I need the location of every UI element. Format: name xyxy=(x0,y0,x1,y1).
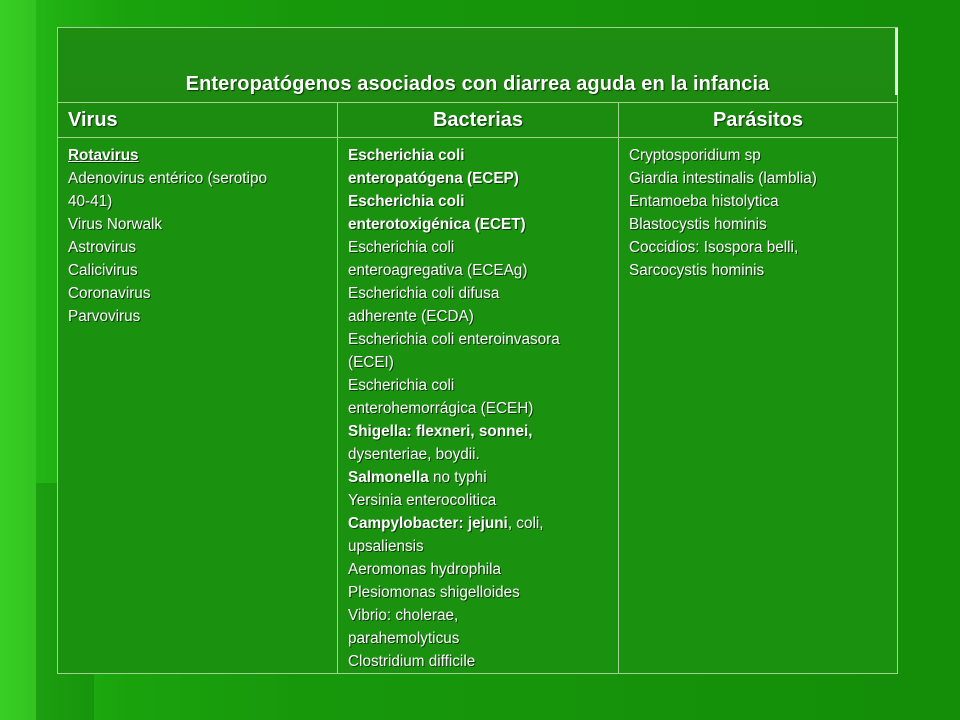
bacterias-cell xyxy=(338,138,619,674)
salmonella-suffix: no typhi xyxy=(428,469,487,486)
list-item: Yersinia enterocolitica xyxy=(348,492,497,509)
virus-cell xyxy=(58,138,338,674)
column-header-parasitos: Parásitos xyxy=(619,103,898,138)
list-item: enteroagregativa (ECEAg) xyxy=(348,262,528,279)
list-item: dysenteriae, boydii. xyxy=(348,446,480,463)
list-item xyxy=(348,466,614,489)
list-item: Coccidios: Isospora belli, xyxy=(629,239,799,256)
list-item: Adenovirus entérico (serotipo xyxy=(68,170,267,187)
list-item: enterohemorrágica (ECEH) xyxy=(348,400,534,417)
list-item: (ECEI) xyxy=(348,354,394,371)
list-item: Escherichia coli xyxy=(348,239,455,256)
list-item: Escherichia coli difusa xyxy=(348,285,500,302)
list-item: Rotavirus xyxy=(68,147,139,164)
list-item: Clostridium difficile xyxy=(348,653,476,670)
background-light-band xyxy=(0,0,36,720)
campylobacter-suffix: , coli, xyxy=(507,515,544,532)
list-item: Vibrio: cholerae, xyxy=(348,607,459,624)
list-item: Shigella: flexneri, sonnei, xyxy=(348,423,533,440)
list-item: Astrovirus xyxy=(68,239,136,256)
campylobacter-label: Campylobacter: jejuni xyxy=(348,515,508,532)
enteropathogens-table xyxy=(57,27,898,674)
list-item: Sarcocystis hominis xyxy=(629,262,765,279)
list-item: Escherichia coli xyxy=(348,377,455,394)
list-item: Virus Norwalk xyxy=(68,216,163,233)
parasitos-cell xyxy=(619,138,898,674)
list-item: Escherichia coli enteroinvasora xyxy=(348,331,560,348)
list-item: Coronavirus xyxy=(68,285,151,302)
column-header-virus: Virus xyxy=(58,103,338,138)
column-header-bacterias: Bacterias xyxy=(338,103,619,138)
list-item: Cryptosporidium sp xyxy=(629,147,761,164)
list-item: parahemolyticus xyxy=(348,630,460,647)
list-item: Entamoeba histolytica xyxy=(629,193,779,210)
list-item: adherente (ECDA) xyxy=(348,308,474,325)
table-title: Enteropatógenos asociados con diarrea aguda en la infancia xyxy=(58,28,898,103)
list-item: Calicivirus xyxy=(68,262,138,279)
title-edge-accent xyxy=(895,28,898,95)
list-item: Giardia intestinalis (lamblia) xyxy=(629,170,817,187)
list-item: Blastocystis hominis xyxy=(629,216,767,233)
list-item: enterotoxigénica (ECET) xyxy=(348,216,526,233)
list-item: Escherichia coli xyxy=(348,147,465,164)
list-item: Escherichia coli xyxy=(348,193,465,210)
list-item: Plesiomonas shigelloides xyxy=(348,584,520,601)
list-item: upsaliensis xyxy=(348,538,424,555)
list-item xyxy=(348,512,614,535)
list-item: 40-41) xyxy=(68,193,113,210)
list-item: Parvovirus xyxy=(68,308,141,325)
salmonella-label: Salmonella xyxy=(348,469,429,486)
list-item: enteropatógena (ECEP) xyxy=(348,170,519,187)
list-item: Aeromonas hydrophila xyxy=(348,561,502,578)
